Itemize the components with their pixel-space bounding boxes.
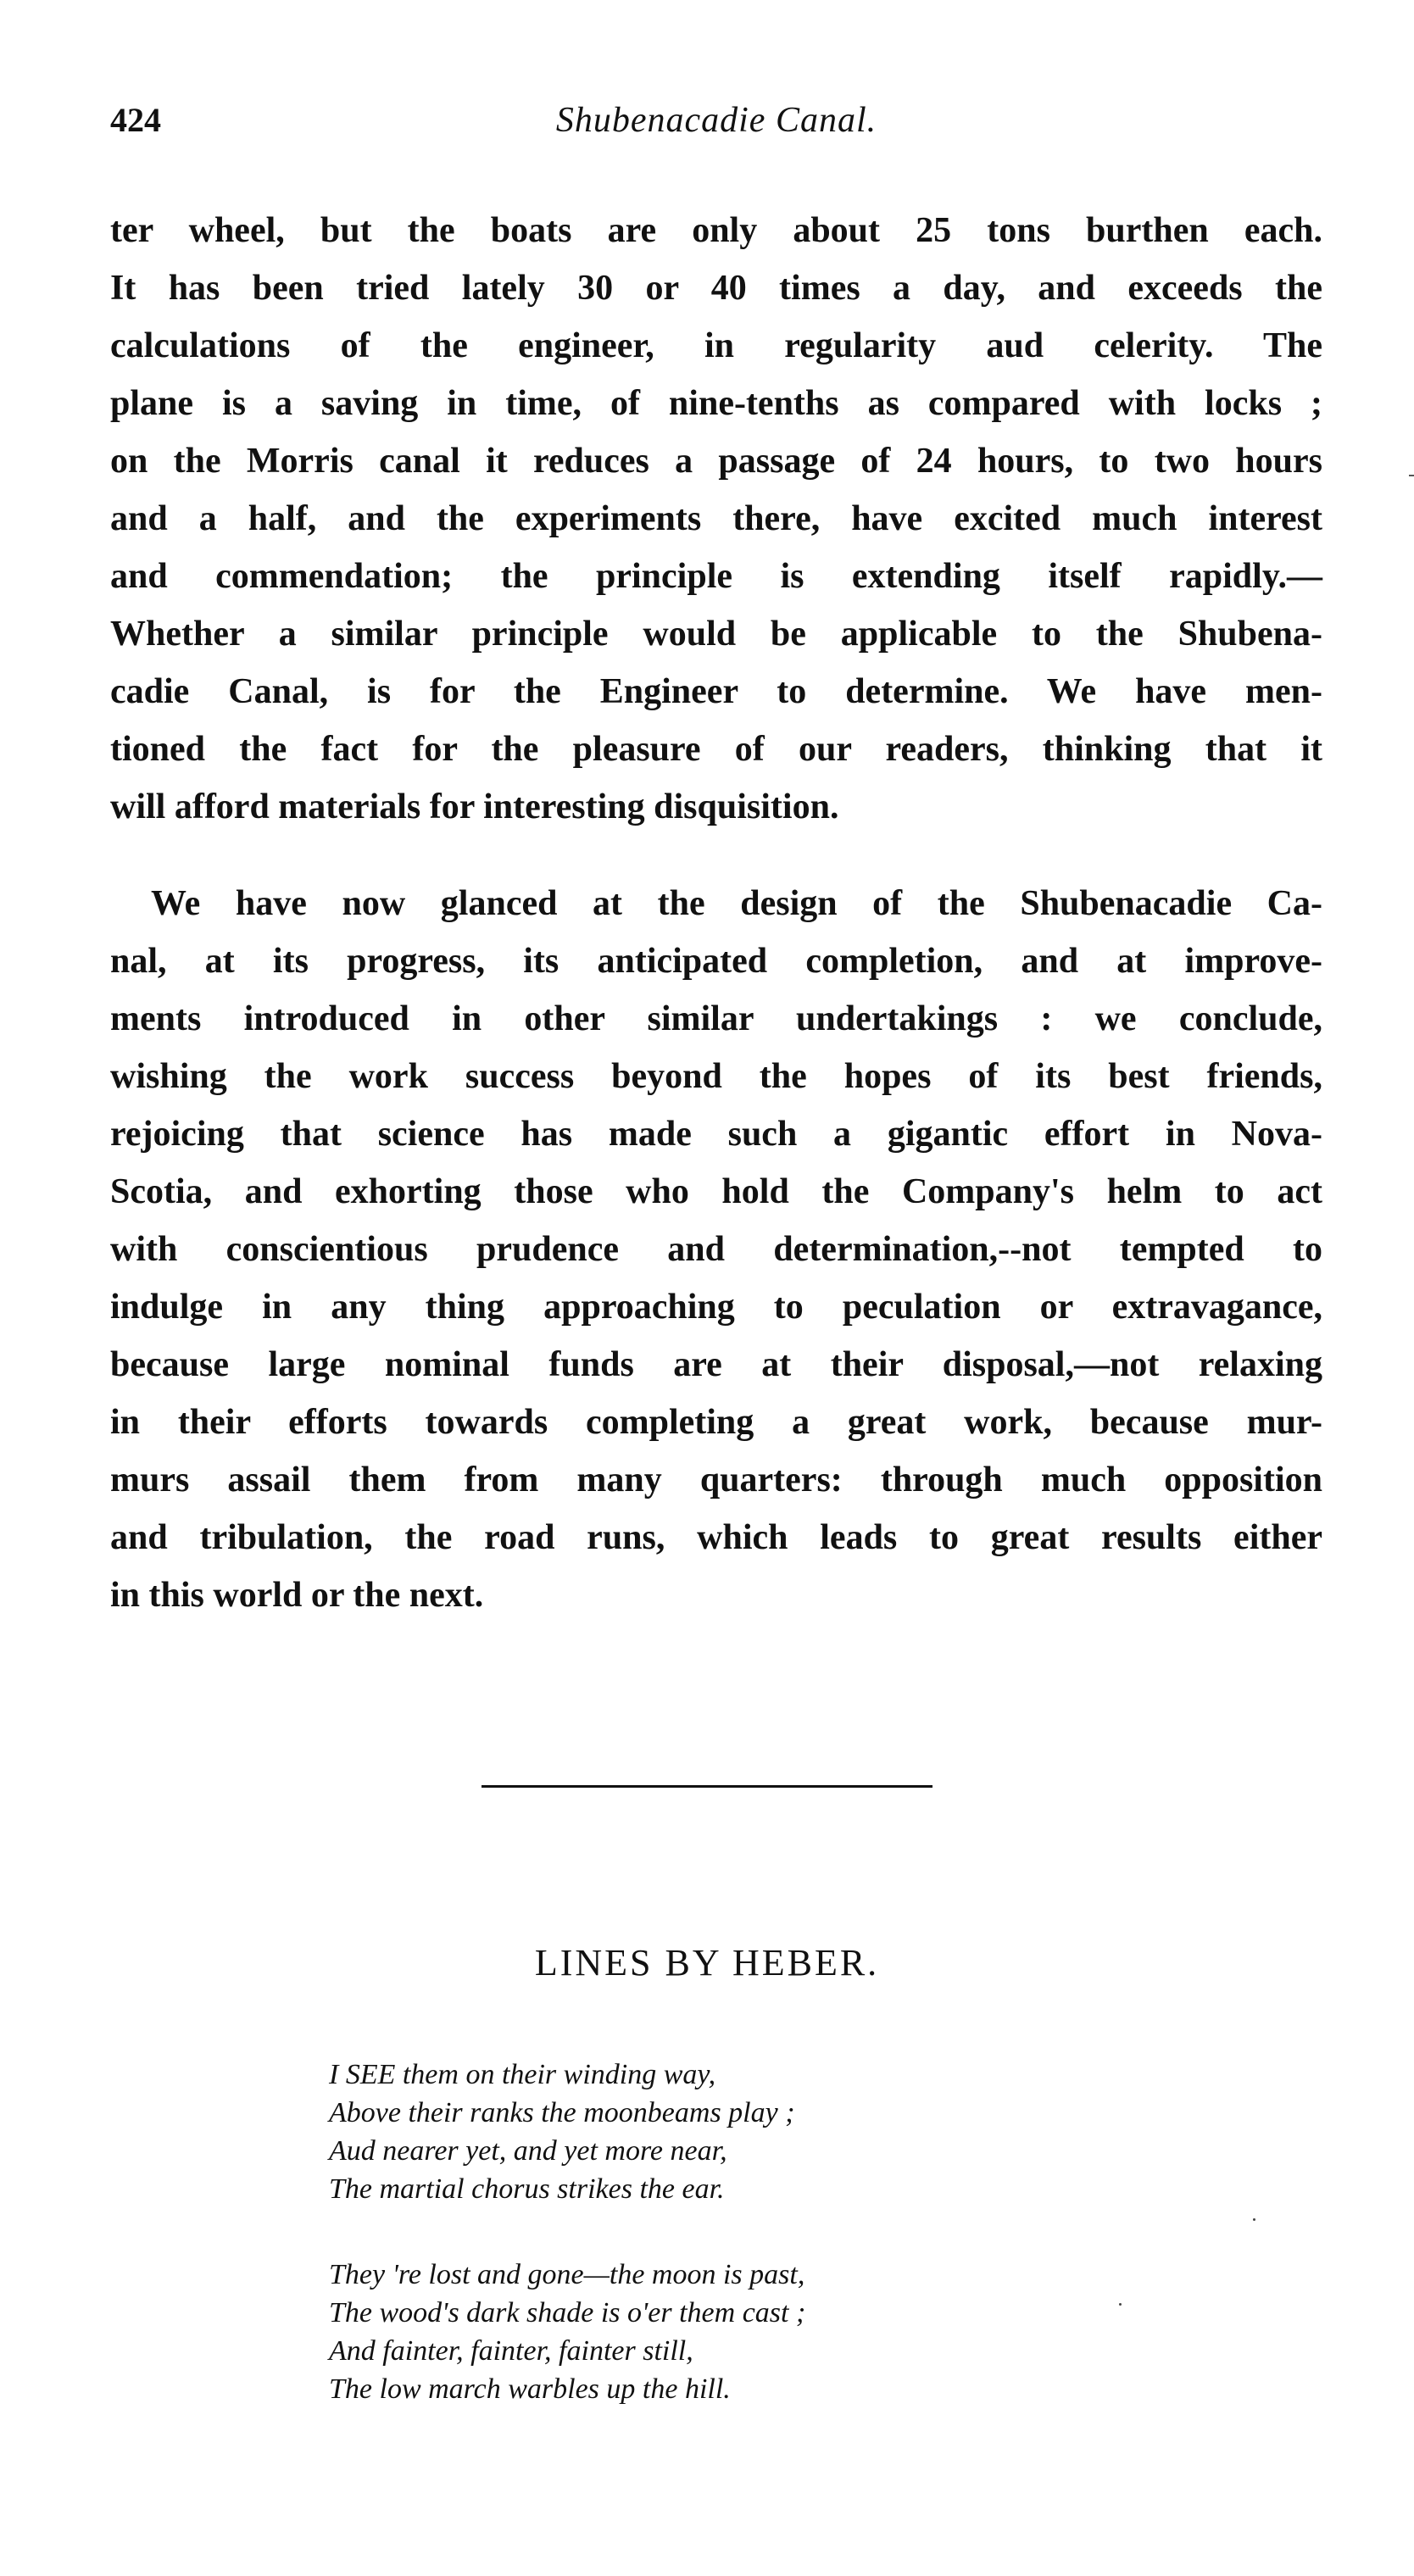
text-line: plane is a saving in time, of nine-tenths as compared with locks ;	[110, 384, 1322, 423]
paragraph-2	[110, 875, 1322, 1624]
text-line: and tribulation, the road runs, which leads to great results either	[110, 1518, 1322, 1557]
verse-line: And fainter, fainter, fainter still,	[329, 2335, 693, 2367]
text-line: murs assail them from many quarters: through much opposition	[110, 1460, 1322, 1499]
text-line: with conscientious prudence and determination,--not tempted to	[110, 1230, 1322, 1269]
verse-line: The low march warbles up the hill.	[329, 2373, 731, 2405]
verse-line: They 're lost and gone—the moon is past,	[329, 2259, 805, 2290]
text-line: calculations of the engineer, in regularity aud celerity. The	[110, 326, 1322, 365]
text-line: ments introduced in other similar undertakings : we conclude,	[110, 999, 1322, 1038]
text-line: cadie Canal, is for the Engineer to determine. We have men-	[110, 672, 1322, 711]
text-line: ter wheel, but the boats are only about 25 tons burthen each.	[110, 211, 1322, 250]
scan-speck	[1253, 2218, 1255, 2221]
page-number: 424	[110, 101, 161, 139]
verse-line: Above their ranks the moonbeams play ;	[329, 2097, 795, 2128]
text-line: on the Morris canal it reduces a passage of 24 hours, to two hours	[110, 442, 1322, 481]
scan-speck	[1119, 2303, 1122, 2306]
verse-line: Aud nearer yet, and yet more near,	[329, 2135, 727, 2167]
scan-edge-mark	[1409, 475, 1414, 476]
poem-stanza-2	[329, 2256, 1092, 2408]
text-line: We have now glanced at the design of the Shubenacadie Ca-	[151, 884, 1322, 923]
text-line: and commendation; the principle is extending itself rapidly.—	[110, 557, 1322, 596]
text-line: tioned the fact for the pleasure of our readers, thinking that it	[110, 730, 1322, 769]
text-line: will afford materials for interesting disquisition.	[110, 787, 839, 826]
text-line: rejoicing that science has made such a gigantic effort in Nova-	[110, 1115, 1322, 1154]
page-header	[110, 100, 1322, 151]
verse-line: The wood's dark shade is o'er them cast ;	[329, 2297, 806, 2328]
text-line: Whether a similar principle would be applicable to the Shubena-	[110, 615, 1322, 654]
paragraph-1	[110, 202, 1322, 836]
text-line: It has been tried lately 30 or 40 times a day, and exceeds the	[110, 269, 1322, 308]
running-head: Shubenacadie Canal.	[555, 101, 877, 140]
text-line: Scotia, and exhorting those who hold the Company's helm to act	[110, 1172, 1322, 1211]
poem-title: LINES BY HEBER.	[534, 1942, 880, 1983]
poem-stanza-1	[329, 2056, 1092, 2208]
verse-line: I SEE them on their winding way,	[329, 2059, 716, 2090]
text-line: in this world or the next.	[110, 1576, 484, 1615]
verse-line: The martial chorus strikes the ear.	[329, 2173, 725, 2205]
text-line: because large nominal funds are at their disposal,—not relaxing	[110, 1345, 1322, 1384]
text-line: in their efforts towards completing a great work, because mur-	[110, 1403, 1322, 1442]
text-line: nal, at its progress, its anticipated completion, and at improve-	[110, 942, 1322, 981]
text-line: and a half, and the experiments there, have excited much interest	[110, 499, 1322, 538]
text-line: wishing the work success beyond the hopes of its best friends,	[110, 1057, 1322, 1096]
text-line: indulge in any thing approaching to peculation or extravagance,	[110, 1288, 1322, 1327]
section-divider	[482, 1785, 932, 1788]
